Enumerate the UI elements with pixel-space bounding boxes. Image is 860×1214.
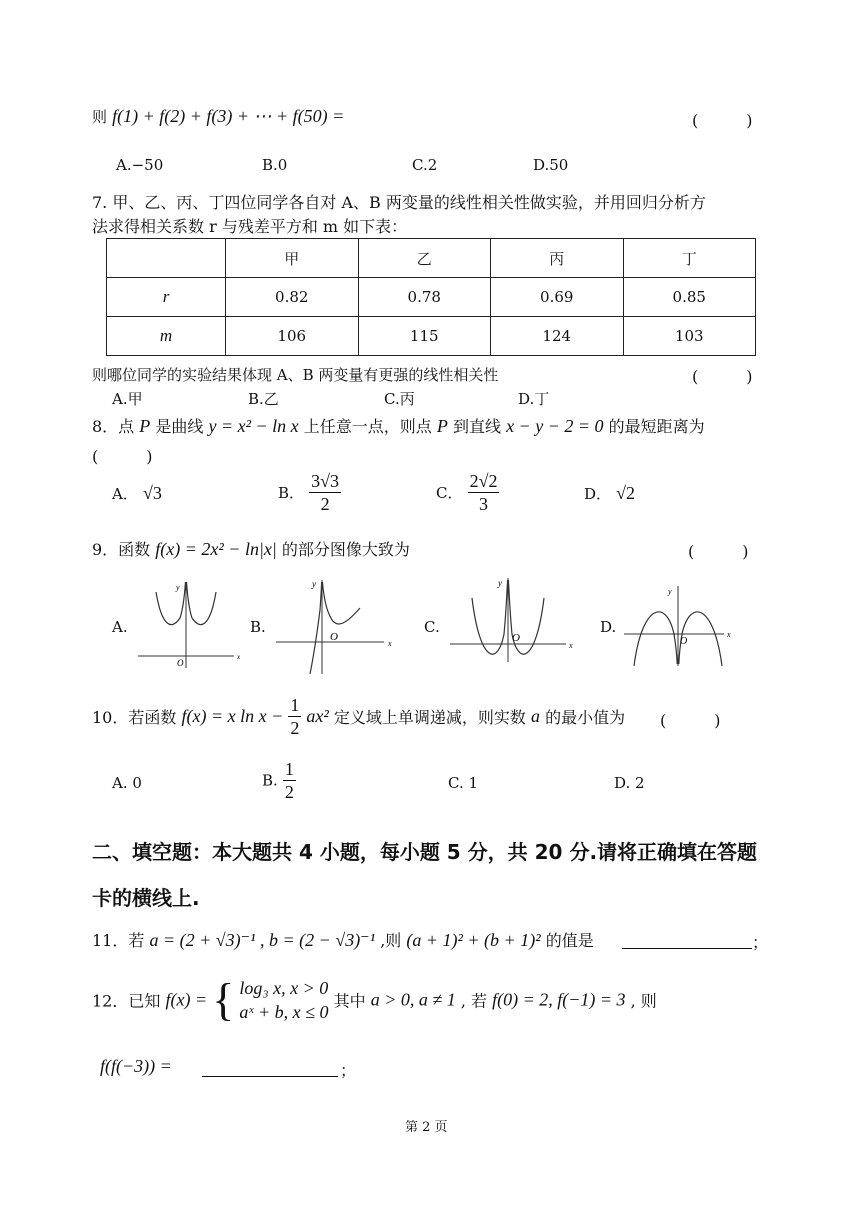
q10-function-left: f(x) = x ln x −	[181, 706, 284, 726]
q12-values: f(0) = 2, f(−1) = 3	[492, 989, 626, 1010]
q10-option-a-value: 0	[132, 774, 142, 792]
q7-stem-line1: 7. 甲、乙、丙、丁四位同学各自对 A、B 两变量的线性相关性做实验，并用回归分析方	[92, 193, 706, 212]
q9-option-d-label: D.	[600, 618, 617, 636]
q12-mid: 其中	[333, 991, 366, 1011]
q12-tail: , 则	[630, 991, 657, 1011]
q8-option-b-fraction	[309, 470, 341, 515]
curve-left	[156, 582, 186, 625]
q7-option-c: C.丙	[384, 390, 415, 408]
q8-option-c	[436, 470, 499, 515]
q8-option-b	[278, 470, 341, 515]
q10-stem	[92, 694, 625, 739]
q10-option-c	[448, 774, 478, 792]
q11-expression2: (a + 1)² + (b + 1)²	[406, 930, 541, 950]
curve-right	[187, 582, 217, 625]
q8-option-c-fraction	[468, 470, 500, 515]
curve-right	[322, 582, 360, 624]
q9-option-c-label: C.	[424, 618, 440, 636]
q12-end: ；	[340, 1061, 357, 1080]
q10-option-d	[614, 774, 645, 792]
q7-option-b: B.乙	[248, 390, 279, 408]
table-header-jia: 甲	[226, 239, 359, 278]
x-axis-label: x	[237, 653, 241, 661]
fraction-denominator: 2	[320, 494, 330, 514]
origin-label: O	[330, 631, 338, 643]
table-cell: 124	[491, 317, 624, 356]
table-cell: 0.85	[623, 278, 756, 317]
q10-variable: a	[531, 706, 541, 726]
q8-answer-paren: ( )	[92, 447, 153, 466]
q10-answer-paren: ( )	[660, 711, 721, 730]
q9-tail: 的部分图像大致为	[281, 540, 410, 559]
table-cell: 0.69	[491, 278, 624, 317]
q8-point-p2: P	[436, 416, 448, 436]
q6-option-b: B.0	[262, 156, 288, 174]
q6-stem	[92, 106, 344, 127]
table-row	[107, 317, 756, 356]
q7-option-d: D.丁	[518, 390, 550, 408]
q10-option-c-value: 1	[468, 774, 479, 792]
x-axis-label: x	[569, 641, 573, 650]
q8-option-a-value: √3	[142, 483, 162, 503]
page-number: 第 2 页	[405, 1120, 448, 1135]
q6-option-d: D.50	[533, 156, 569, 174]
table-header-row	[107, 239, 756, 278]
origin-label: O	[680, 636, 688, 647]
q8-point-p: P	[139, 416, 151, 436]
q9-stem	[92, 537, 410, 560]
q8-option-d-label: D．	[584, 485, 612, 503]
q11-answer-blank[interactable]	[622, 928, 752, 949]
q7-answer-paren: ( )	[692, 367, 753, 386]
q10-option-b	[262, 758, 296, 803]
q8-text2: 上任意一点，则点	[303, 417, 432, 436]
q10-option-d-label: D.	[614, 774, 631, 792]
q12-piecewise	[239, 976, 328, 1024]
table-cell: 0.82	[226, 278, 359, 317]
q7-stem-line2: 法求得相关系数 r 与残差平方和 m 如下表：	[92, 217, 408, 236]
q9-graph-d	[620, 584, 736, 670]
q11-end: ；	[752, 933, 769, 952]
q8-option-d	[584, 483, 635, 504]
q8-text1: 是曲线	[155, 417, 204, 436]
q12-mid2: , 若	[460, 991, 487, 1011]
q12-answer-blank[interactable]	[202, 1056, 338, 1077]
table-cell: 0.78	[358, 278, 491, 317]
table-header-bing: 丙	[491, 239, 624, 278]
q8-stem	[92, 414, 705, 437]
table-row	[107, 278, 756, 317]
q11-number: 11．若	[92, 931, 145, 950]
brace-icon: {	[212, 974, 235, 1025]
q9-option-a-label: A.	[112, 618, 128, 636]
fraction-numerator: 1	[290, 695, 300, 715]
q6-option-c: C.2	[412, 156, 438, 174]
origin-label: O	[177, 658, 184, 668]
q8-text3: 到直线	[452, 417, 501, 436]
q10-option-c-label: C.	[448, 774, 464, 792]
table-header-ding: 丁	[623, 239, 756, 278]
q11-stem	[92, 928, 594, 951]
q10-option-b-label: B.	[262, 771, 278, 790]
q10-number: 10．若函数	[92, 708, 177, 727]
section-heading-line2: 卡的横线上.	[92, 886, 200, 910]
fraction-denominator: 2	[290, 718, 300, 738]
q6-answer-paren: ( )	[692, 111, 753, 130]
q9-graph-a	[134, 578, 242, 670]
q12-condition: a > 0, a ≠ 1	[370, 989, 456, 1010]
q8-option-d-value: √2	[616, 483, 636, 503]
q8-curve: y = x² − ln x	[208, 416, 299, 436]
q11-tail: 的值是	[545, 931, 594, 950]
q9-option-b-label: B.	[250, 618, 266, 636]
table-header-empty	[107, 239, 226, 278]
x-axis-label: x	[727, 630, 731, 639]
q11-expression1: a = (2 + √3)⁻¹ , b = (2 − √3)⁻¹	[149, 930, 376, 950]
q9-answer-paren: ( )	[688, 542, 749, 561]
q10-tail2: 的最小值为	[545, 708, 626, 727]
q8-option-b-label: B．	[278, 484, 305, 502]
q10-option-d-value: 2	[635, 774, 645, 792]
fraction-numerator: 2√2	[469, 471, 498, 491]
fraction-denominator: 2	[284, 782, 294, 802]
table-cell: 115	[358, 317, 491, 356]
q10-fraction	[288, 694, 301, 739]
q8-option-a	[112, 483, 162, 504]
table-header-yi: 乙	[358, 239, 491, 278]
section-heading-line1: 二、填空题：本大题共 4 小题，每小题 5 分，共 20 分.请将正确填在答题	[92, 840, 758, 864]
q6-expression: f(1) + f(2) + f(3) + ⋯ + f(50) =	[112, 106, 345, 126]
q9-graph-c	[446, 574, 578, 666]
q12-number: 12．已知	[92, 991, 161, 1011]
q12-function: f(x) =	[165, 989, 208, 1010]
fraction-numerator: 1	[284, 759, 294, 779]
q10-option-a	[112, 774, 142, 792]
q9-function: f(x) = 2x² − ln|x|	[155, 539, 277, 559]
q12-line2	[100, 1056, 172, 1077]
y-axis-label: y	[498, 578, 502, 588]
q9-graph-b	[272, 574, 396, 676]
q10-option-b-fraction	[283, 758, 296, 803]
fraction-denominator: 3	[479, 494, 489, 514]
table-cell: 106	[226, 317, 359, 356]
q10-tail1: 定义域上单调递减，则实数	[333, 708, 526, 727]
curve-left	[634, 612, 677, 666]
q7-question: 则哪位同学的实验结果体现 A、B 两变量有更强的线性相关性	[92, 366, 499, 384]
table-row-label: r	[107, 278, 226, 317]
fraction-numerator: 3√3	[311, 471, 340, 491]
table-cell: 103	[623, 317, 756, 356]
origin-label: O	[512, 632, 520, 644]
y-axis-label: y	[312, 579, 316, 589]
q6-prefix: 则	[92, 108, 108, 126]
q8-number: 8．点	[92, 417, 135, 436]
q12-case1: log₃ x, x > 0	[239, 978, 329, 998]
q10-option-a-label: A.	[112, 774, 128, 792]
y-axis-label: y	[668, 587, 672, 596]
q12-case2: aˣ + b, x ≤ 0	[239, 1002, 329, 1022]
q10-function-right: ax²	[306, 706, 329, 726]
q8-text4: 的最短距离为	[608, 417, 705, 436]
q11-mid: ,则	[380, 931, 402, 950]
q6-option-a: A.−50	[116, 156, 164, 174]
q12-stem	[92, 976, 657, 1024]
q7-option-a: A.甲	[112, 390, 143, 408]
q8-option-c-label: C．	[436, 484, 463, 502]
q8-option-a-label: A．	[112, 485, 138, 503]
q7-table	[106, 238, 756, 356]
x-axis-label: x	[388, 639, 392, 648]
q8-line: x − y − 2 = 0	[506, 416, 604, 436]
curve-left	[310, 582, 322, 674]
curve-left	[472, 580, 508, 654]
y-axis-label: y	[176, 583, 180, 592]
table-row-label: m	[107, 317, 226, 356]
q9-number: 9．函数	[92, 540, 151, 559]
q12-composite: f(f(−3)) =	[100, 1056, 172, 1076]
